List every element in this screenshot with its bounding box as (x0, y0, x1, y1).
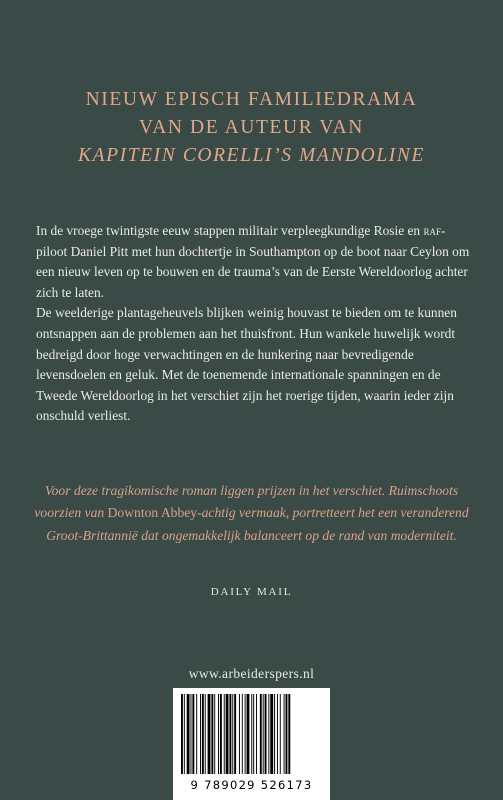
barcode-bar (286, 694, 288, 774)
review-quote (20, 480, 483, 547)
barcode-bar (232, 694, 233, 774)
review-quote-title: Downton Abbey (107, 505, 198, 521)
barcode-bar (202, 694, 204, 774)
synopsis-p1-end: -piloot Daniel Pitt met hun dochtertje in Southampton op de boot naar Ceylon om een nieuw leven op te bouwen en de trauma’s van de Eerste Wereldoorlog achter zich te laten. (36, 223, 470, 300)
barcode-bar (196, 694, 197, 774)
barcode-bar (205, 694, 206, 774)
headline-line-3: KAPITEIN CORELLI’S MANDOLINE (77, 145, 426, 166)
synopsis-paragraph-2: De weelderige plantageheuvels blijken weinig houvast te bieden om te kunnen ontsnappen aan de problemen aan het thuisfront. Hun wankele huwelijk wordt bedreigd door hoge verwachtingen en de hunkering naar bevredigende levensdoelen en geluk. Met de toenemende internationale spanningen en de Tweede Wereldoorlog in het verschiet zijn het roerige tijden, waarin ieder zijn onschuld verliest. (36, 305, 457, 424)
barcode-bar (242, 694, 243, 774)
barcode-bar (234, 694, 236, 774)
synopsis-raf: raf (423, 223, 441, 238)
synopsis-paragraph-1 (36, 221, 472, 303)
barcode-bar (220, 694, 222, 774)
barcode-bar (280, 694, 281, 774)
barcode-bar (274, 694, 275, 774)
barcode-bar (214, 694, 215, 774)
review-quote-a: Voor deze tragikomische roman liggen prijzen in het verschiet. Ruimschoots voorzien van (34, 483, 459, 521)
barcode (173, 688, 330, 800)
barcode-bar (263, 694, 264, 774)
barcode-bar (229, 694, 231, 774)
publisher-website: www.arbeiderspers.nl (188, 666, 315, 681)
barcode-bar (247, 694, 250, 774)
barcode-bar (187, 694, 190, 774)
barcode-bar (224, 694, 225, 774)
barcode-bar (270, 694, 273, 774)
barcode-bar (200, 694, 201, 774)
barcode-bar (284, 694, 285, 774)
headline-line-1: NIEUW EPISCH FAMILIEDRAMA (85, 89, 418, 110)
barcode-bar (268, 694, 269, 774)
barcode-bar (181, 694, 183, 774)
barcode-bars (173, 688, 330, 778)
synopsis (36, 221, 472, 427)
barcode-bar (288, 694, 290, 774)
barcode-bar (208, 694, 211, 774)
barcode-bar (239, 694, 240, 774)
barcode-bar (245, 694, 246, 774)
barcode-bar (260, 694, 262, 774)
barcode-bar (256, 694, 257, 774)
synopsis-p1-start: In de vroege twintigste eeuw stappen militair verpleegkundige Rosie en (36, 223, 424, 238)
barcode-bar (253, 694, 254, 774)
barcode-bar (251, 694, 252, 774)
barcode-bar (184, 694, 185, 774)
barcode-bar (192, 694, 194, 774)
review-source: DAILY MAIL (210, 586, 293, 598)
barcode-number: 9 789029 526173 (190, 778, 313, 792)
headline (0, 86, 503, 170)
barcode-bar (226, 694, 229, 774)
review-quote-b: -achtig vermaak, portretteert het een veranderend Groot-Brittannië dat ongemakkelijk balanceert op de rand van moderniteit. (46, 505, 469, 543)
barcode-bar (265, 694, 267, 774)
barcode-bar (277, 694, 278, 774)
barcode-bar (191, 694, 192, 774)
headline-line-2: VAN DE AUTEUR VAN (139, 117, 364, 138)
barcode-bar (218, 694, 219, 774)
barcode-bar (211, 694, 213, 774)
